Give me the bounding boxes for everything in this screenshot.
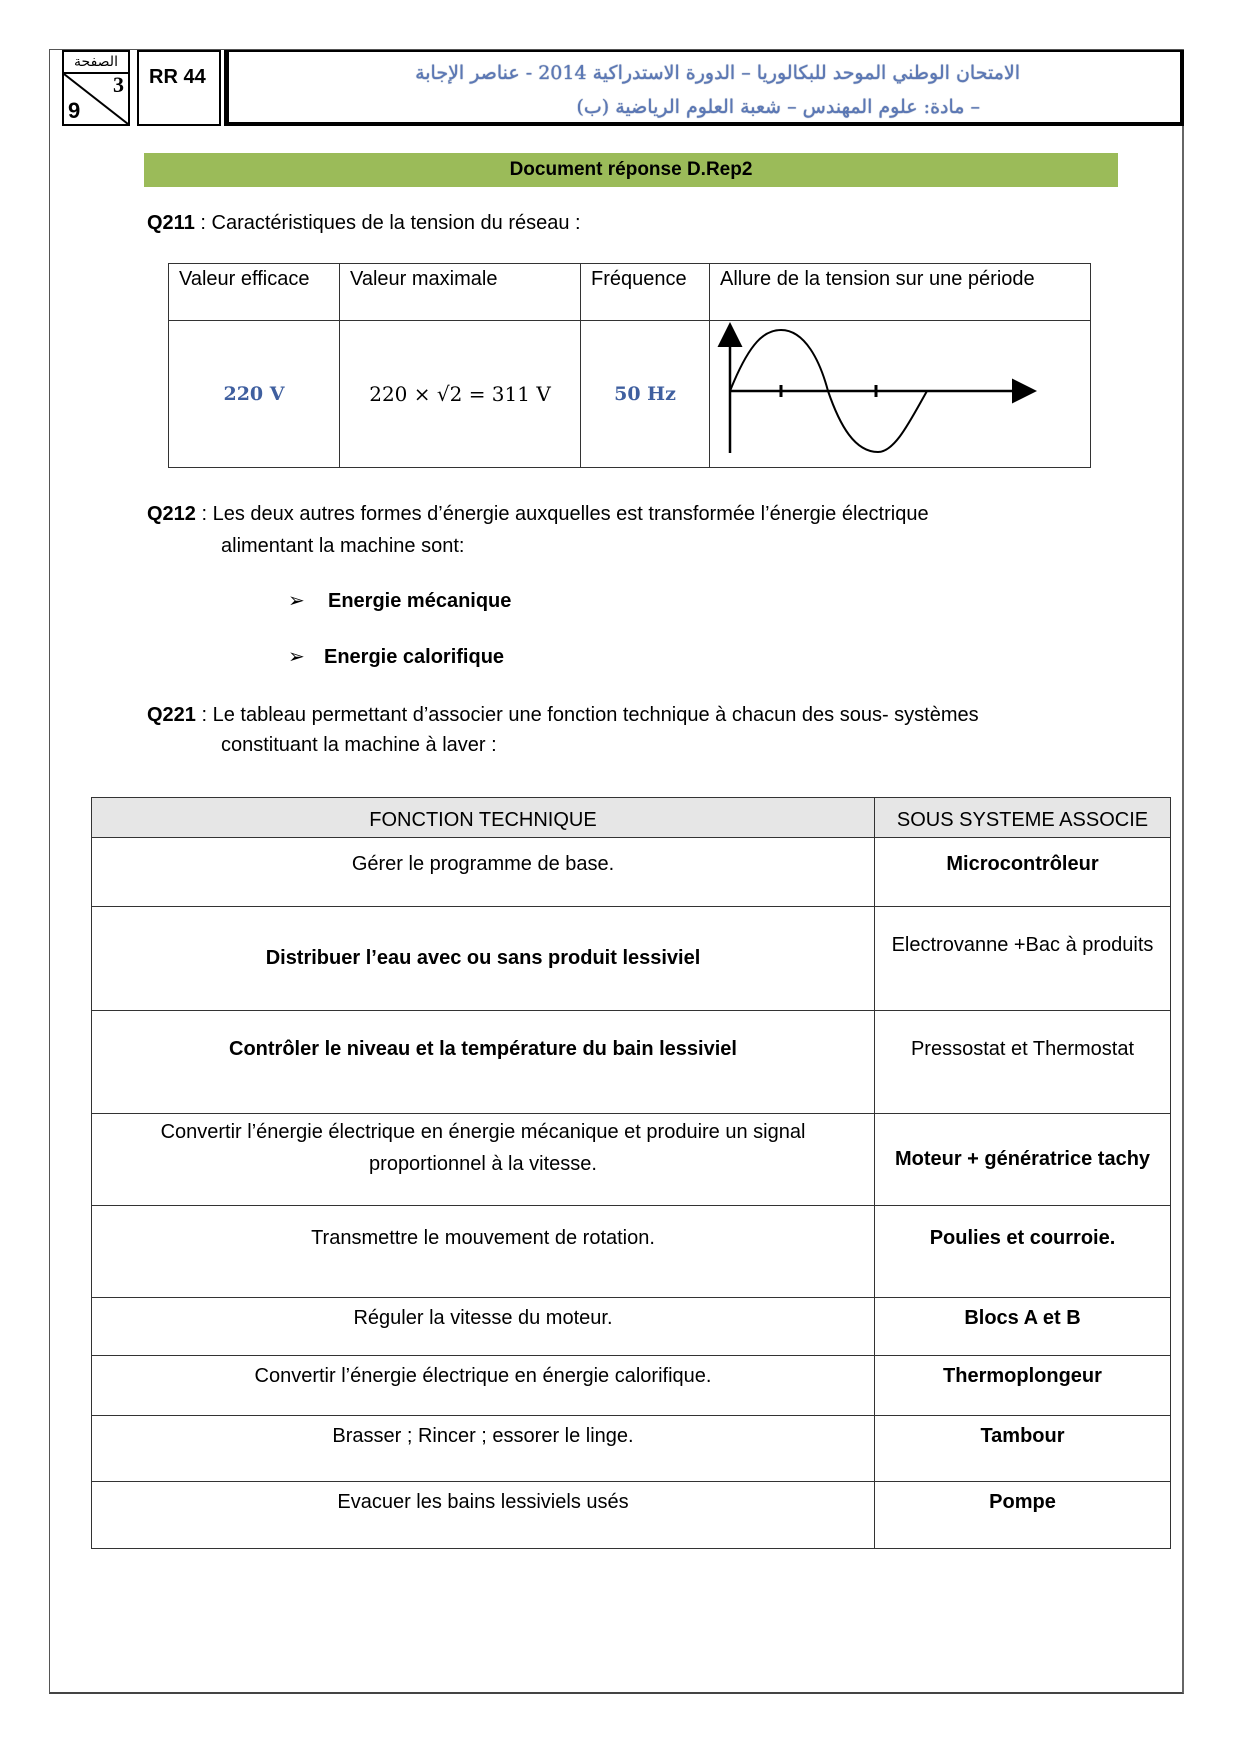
table-header-row bbox=[169, 264, 1091, 321]
table-row bbox=[169, 321, 1091, 468]
subsystem-cell: Pompe bbox=[875, 1482, 1171, 1549]
energy-bullet bbox=[288, 588, 511, 613]
table-row bbox=[92, 1298, 1171, 1356]
table-row bbox=[92, 1114, 1171, 1206]
table-row bbox=[92, 1416, 1171, 1482]
exam-title-line1: الامتحان الوطني الموحد للبكالوريا – الدورة الاستدراكية 2014 - عناصر الإجابة bbox=[415, 62, 1020, 84]
energy-bullet bbox=[288, 644, 504, 669]
function-cell: Evacuer les bains lessiviels usés bbox=[92, 1482, 875, 1549]
table-header-row bbox=[92, 798, 1171, 838]
question-label: Q211 bbox=[147, 212, 195, 234]
page-current: 3 bbox=[113, 72, 124, 97]
question-label: Q221 bbox=[147, 704, 196, 726]
table-row bbox=[92, 907, 1171, 1011]
function-cell: Convertir l’énergie électrique en énergie mécanique et produire un signal proportionnel à la vitesse. bbox=[92, 1114, 875, 1206]
document-banner: Document réponse D.Rep2 bbox=[144, 153, 1118, 187]
header-cell: Allure de la tension sur une période bbox=[710, 264, 1091, 321]
subsystem-cell: Tambour bbox=[875, 1416, 1171, 1482]
subsystem-cell: Electrovanne +Bac à produits bbox=[875, 907, 1171, 1011]
frequency-value-text: 50 Hz bbox=[614, 382, 676, 405]
question-text: : Caractéristiques de la tension du réseau : bbox=[194, 212, 581, 234]
subsystem-cell: Moteur + génératrice tachy bbox=[875, 1114, 1171, 1206]
subsystem-cell: Microcontrôleur bbox=[875, 838, 1171, 907]
subsystem-cell: Pressostat et Thermostat bbox=[875, 1011, 1171, 1114]
question-text-cont: constituant la machine à laver : bbox=[221, 734, 497, 756]
subsystem-cell: Poulies et courroie. bbox=[875, 1206, 1171, 1298]
question-text: : Le tableau permettant d’associer une fonction technique à chacun des sous- systèmes bbox=[195, 704, 979, 726]
table-row bbox=[92, 838, 1171, 907]
question-q211 bbox=[147, 207, 581, 239]
rms-value-text: 220 V bbox=[223, 382, 285, 405]
bullet-text: Energie mécanique bbox=[328, 590, 512, 612]
arrow-bullet-icon: ➢ bbox=[288, 646, 305, 668]
header-cell: Valeur maximale bbox=[340, 264, 581, 321]
network-voltage-table bbox=[168, 263, 1091, 468]
function-cell: Contrôler le niveau et la température du bain lessiviel bbox=[92, 1011, 875, 1114]
arrow-bullet-icon: ➢ bbox=[288, 590, 305, 612]
table-row bbox=[92, 1356, 1171, 1416]
question-q221 bbox=[147, 700, 979, 760]
page-label: الصفحة bbox=[64, 52, 128, 74]
header-cell: FONCTION TECHNIQUE bbox=[92, 798, 875, 838]
function-cell: Transmettre le mouvement de rotation. bbox=[92, 1206, 875, 1298]
function-subsystem-table bbox=[91, 797, 1171, 1549]
subsystem-cell: Thermoplongeur bbox=[875, 1356, 1171, 1416]
exam-title-line2: – مادة: علوم المهندس – شعبة العلوم الرياضية (ب) bbox=[576, 96, 980, 118]
header-cell: Fréquence bbox=[581, 264, 710, 321]
max-value-text: 220 × √2 = 311 V bbox=[369, 381, 551, 406]
page-number-box bbox=[62, 50, 130, 126]
function-cell: Réguler la vitesse du moteur. bbox=[92, 1298, 875, 1356]
table-row bbox=[92, 1206, 1171, 1298]
table-row bbox=[92, 1482, 1171, 1549]
frequency-value bbox=[581, 321, 710, 468]
question-label: Q212 bbox=[147, 503, 196, 525]
function-cell: Gérer le programme de base. bbox=[92, 838, 875, 907]
question-text-cont: alimentant la machine sont: bbox=[221, 535, 465, 557]
header-cell: SOUS SYSTEME ASSOCIE bbox=[875, 798, 1171, 838]
rms-value bbox=[169, 321, 340, 468]
bullet-text: Energie calorifique bbox=[324, 646, 505, 668]
subsystem-cell: Blocs A et B bbox=[875, 1298, 1171, 1356]
exam-code: RR 44 bbox=[137, 50, 221, 126]
function-cell: Distribuer l’eau avec ou sans produit lessiviel bbox=[92, 907, 875, 1011]
question-q212 bbox=[147, 498, 929, 562]
function-cell: Brasser ; Rincer ; essorer le linge. bbox=[92, 1416, 875, 1482]
exam-title bbox=[224, 50, 1184, 126]
table-row bbox=[92, 1011, 1171, 1114]
max-value bbox=[340, 321, 581, 468]
waveform-cell bbox=[710, 321, 1091, 468]
sine-wave-icon bbox=[710, 321, 1090, 461]
function-cell: Convertir l’énergie électrique en énergie calorifique. bbox=[92, 1356, 875, 1416]
question-text: : Les deux autres formes d’énergie auxquelles est transformée l’énergie électrique bbox=[195, 503, 929, 525]
header-cell: Valeur efficace bbox=[169, 264, 340, 321]
page-total: 9 bbox=[68, 98, 81, 123]
